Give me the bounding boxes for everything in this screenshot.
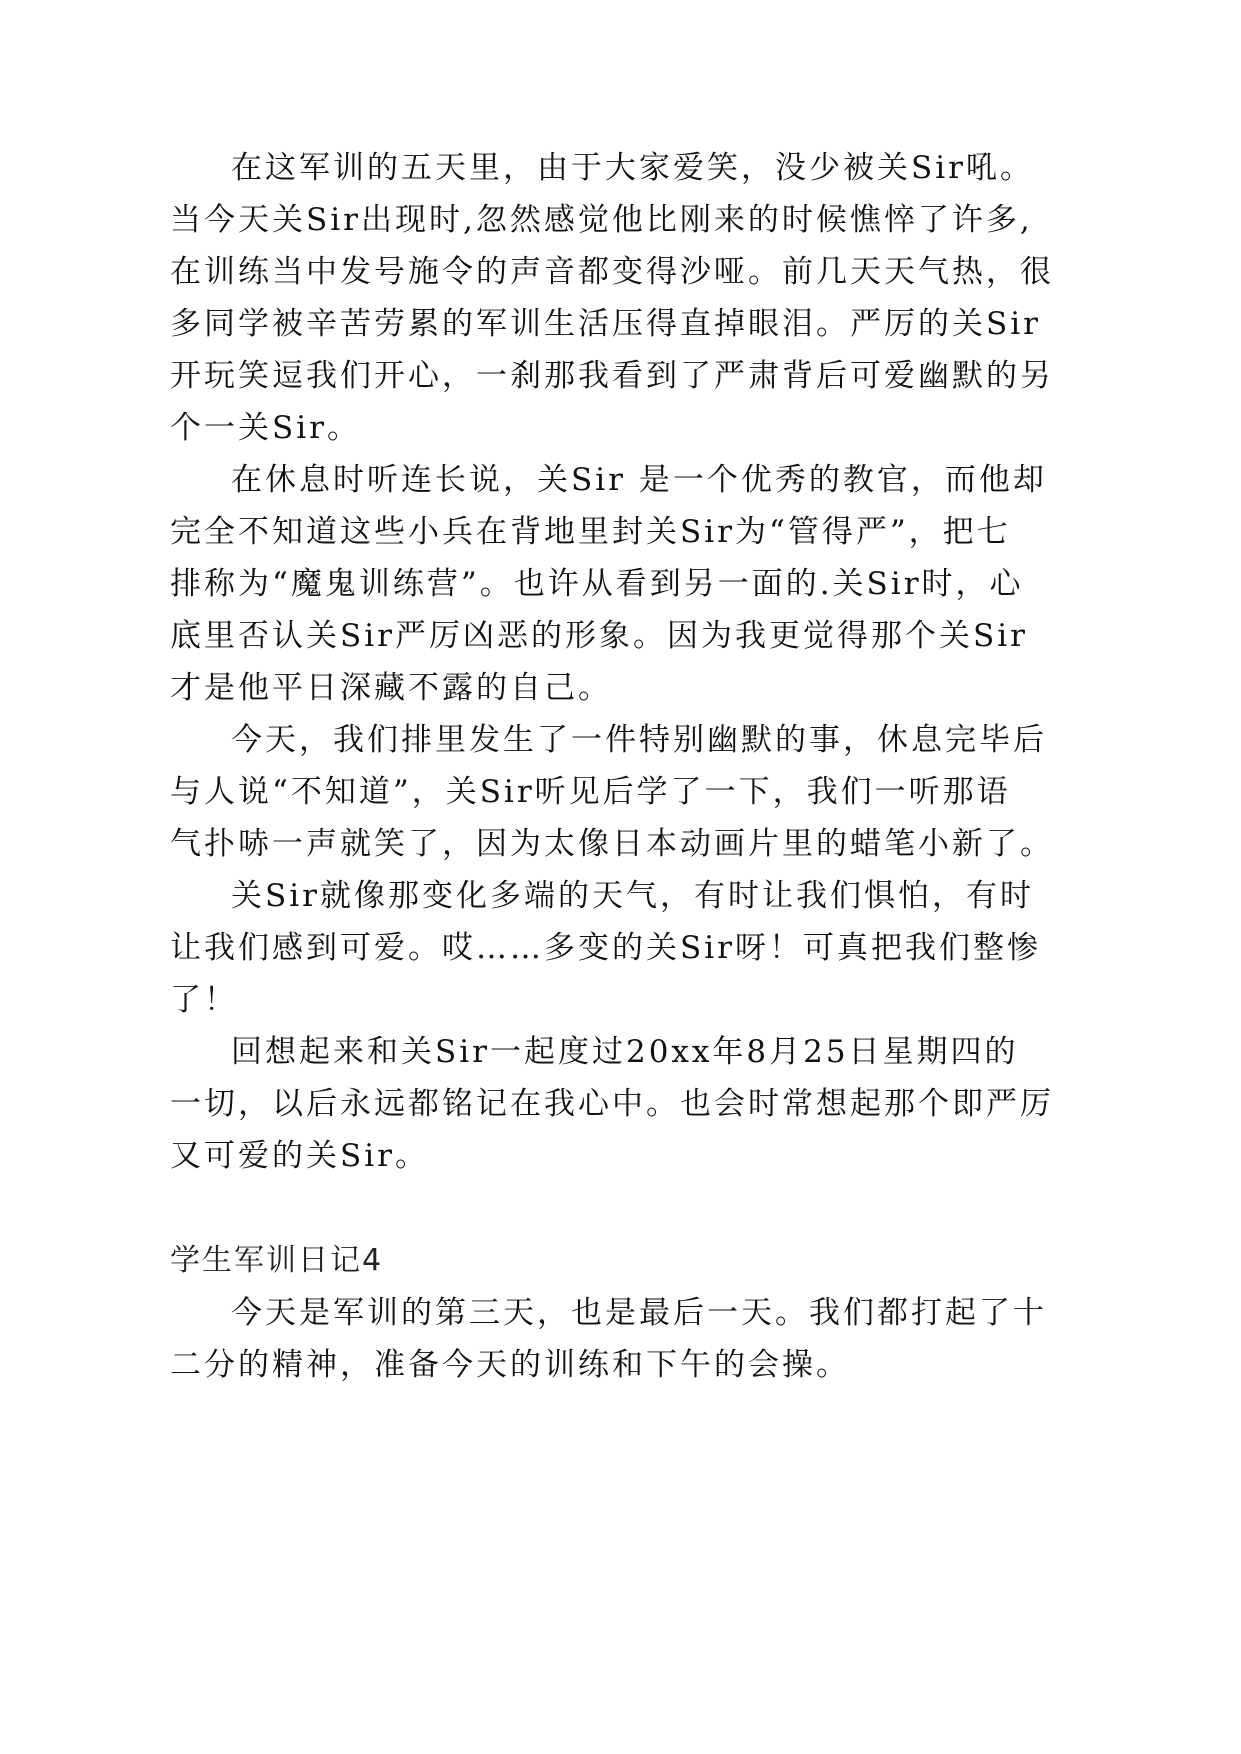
paragraph-6-line-2: 二分的精神，准备今天的训练和下午的会操。 [170, 1347, 850, 1383]
section-heading: 学生军训日记4 [170, 1243, 384, 1278]
paragraph-2-line-2: 完全不知道这些小兵在背地里封关Sir为“管得严”，把七 [170, 514, 1011, 550]
paragraph-4-line-1: 关Sir就像那变化多端的天气，有时让我们惧怕，有时 [231, 878, 1034, 914]
paragraph-1-line-6: 个一关Sir。 [170, 410, 361, 446]
paragraph-6-line-1: 今天是军训的第三天，也是最后一天。我们都打起了十 [231, 1295, 1047, 1331]
paragraph-4-line-3: 了！ [170, 982, 238, 1018]
paragraph-2-line-1: 在休息时听连长说，关Sir 是一个优秀的教官，而他却 [231, 462, 1047, 498]
paragraph-5-line-3: 又可爱的关Sir。 [170, 1138, 429, 1174]
paragraph-1-line-3: 在训练当中发号施令的声音都变得沙哑。前几天天气热，很 [170, 254, 1054, 290]
paragraph-1-line-4: 多同学被辛苦劳累的军训生活压得直掉眼泪。严厉的关Sir [170, 306, 1041, 342]
paragraph-3-line-3: 气扑哧一声就笑了，因为太像日本动画片里的蜡笔小新了。 [170, 826, 1054, 862]
paragraph-3-line-2: 与人说“不知道”，关Sir听见后学了一下，我们一听那语 [170, 774, 1011, 810]
paragraph-5-line-2: 一切，以后永远都铭记在我心中。也会时常想起那个即严厉 [170, 1086, 1054, 1122]
paragraph-3-line-1: 今天，我们排里发生了一件特别幽默的事，休息完毕后 [231, 722, 1047, 758]
paragraph-1-line-2: 当今天关Sir出现时,忽然感觉他比刚来的时候憔悴了许多, [170, 202, 1033, 238]
paragraph-2-line-3: 排称为“魔鬼训练营”。也许从看到另一面的.关Sir时，心 [170, 566, 1024, 602]
paragraph-2-line-4: 底里否认关Sir严厉凶恶的形象。因为我更觉得那个关Sir [170, 618, 1028, 654]
paragraph-2-line-5: 才是他平日深藏不露的自己。 [170, 670, 612, 706]
paragraph-5-line-1: 回想起来和关Sir一起度过20xx年8月25日星期四的 [231, 1034, 1019, 1070]
paragraph-4-line-2: 让我们感到可爱。哎……多变的关Sir呀！可真把我们整惨 [170, 930, 1041, 966]
paragraph-1-line-1: 在这军训的五天里，由于大家爱笑，没少被关Sir吼。 [231, 150, 1034, 186]
paragraph-1-line-5: 开玩笑逗我们开心，一刹那我看到了严肃背后可爱幽默的另 [170, 358, 1054, 394]
